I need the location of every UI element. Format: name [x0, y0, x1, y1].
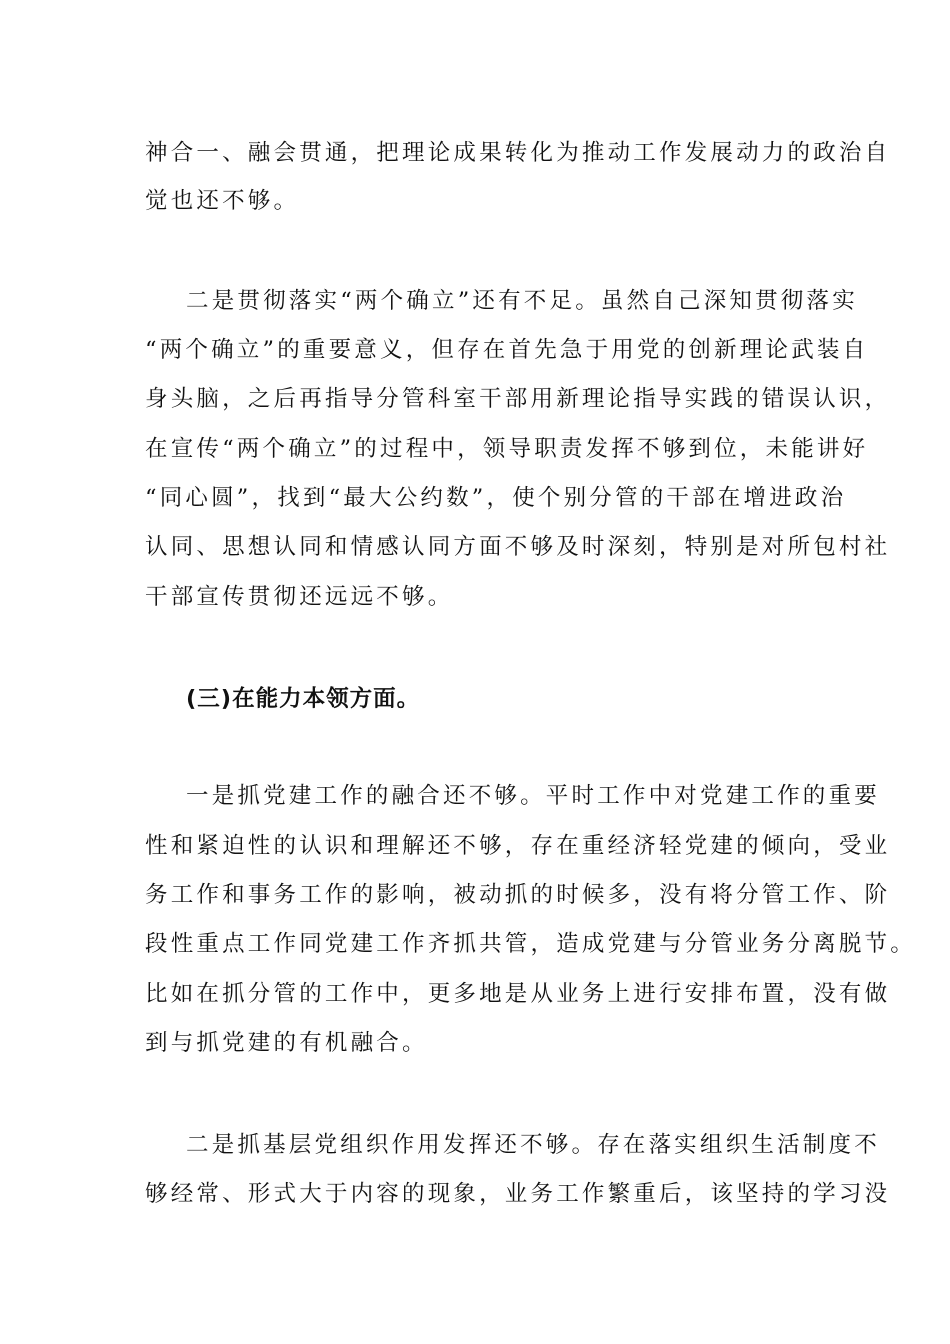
text-line: “两个确立”的重要意义，但存在首先急于用党的创新理论武装自	[145, 337, 869, 363]
text-line: 段性重点工作同党建工作齐抓共管，造成党建与分管业务分离脱节。	[145, 931, 917, 957]
section-heading: (三)在能力本领方面。	[186, 686, 421, 712]
text-line: 务工作和事务工作的影响，被动抓的时候多，没有将分管工作、阶	[145, 882, 891, 908]
text-line: 到与抓党建的有机融合。	[145, 1030, 428, 1056]
text-line: 干部宣传贯彻还远远不够。	[145, 584, 454, 610]
text-line: 在宣传“两个确立”的过程中，领导职责发挥不够到位，未能讲好	[145, 436, 869, 462]
text-line: 觉也还不够。	[145, 188, 300, 214]
text-line: 二是贯彻落实“两个确立”还有不足。虽然自己深知贯彻落实	[186, 288, 858, 314]
text-line: 性和紧迫性的认识和理解还不够，存在重经济轻党建的倾向，受业	[145, 833, 891, 859]
text-line: 一是抓党建工作的融合还不够。平时工作中对党建工作的重要	[186, 783, 880, 809]
text-line: 认同、思想认同和情感认同方面不够及时深刻，特别是对所包村社	[145, 534, 891, 560]
text-line: “同心圆”，找到“最大公约数”，使个别分管的干部在增进政治	[145, 485, 847, 511]
text-line: 身头脑，之后再指导分管科室干部用新理论指导实践的错误认识，	[145, 386, 891, 412]
text-line: 比如在抓分管的工作中，更多地是从业务上进行安排布置，没有做	[145, 981, 891, 1007]
text-line: 神合一、融会贯通，把理论成果转化为推动工作发展动力的政治自	[145, 140, 891, 166]
text-line: 够经常、形式大于内容的现象，业务工作繁重后，该坚持的学习没	[145, 1181, 891, 1207]
text-line: 二是抓基层党组织作用发挥还不够。存在落实组织生活制度不	[186, 1132, 880, 1158]
